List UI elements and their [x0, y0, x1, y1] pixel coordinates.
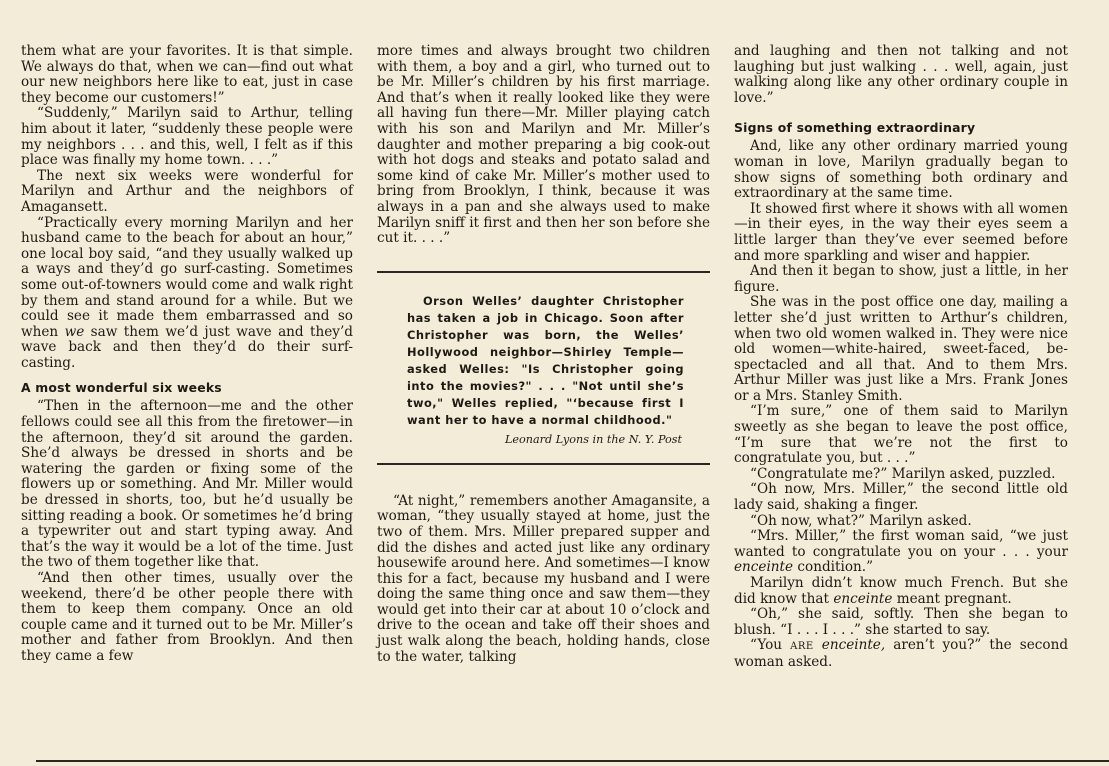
text-column-left: [21, 44, 353, 665]
paragraph: more times and always brought two children with them, a boy and a girl, who turned out to be Mr. Miller’s children by his first marriage. And that’s when it really looked like they were all having fun there—Mr. Miller playing catch with his son and Marilyn and Mr. Miller’s daughter and mother preparing a big cook-out with hot dogs and steaks and potato salad and some kind of cake Mr. Miller’s mother used to bring from Brooklyn, I think, because it was always in a pan and she always used to make Marilyn sniff it first and then her son before she cut it. . . .”: [377, 43, 710, 247]
paragraph: “Congratulate me?” Marilyn asked, puzzled.: [750, 465, 1056, 482]
text-run: aren’t you?” the second woman asked.: [734, 637, 1069, 670]
text-run: Marilyn didn’t know much French. But she did know that: [734, 575, 1068, 607]
paragraph: She was in the post office one day, mailing a letter she’d just written to Arthur’s children, when two old women walked in. They were nice old women—white-haired, sweet-faced, be-spectacled and all that. And to them Mrs. Arthur Miller was just like a Mrs. Frank Jones or a Mrs. Stanley Smith.: [734, 294, 1068, 404]
bottom-rule: [36, 760, 1109, 762]
paragraph: “Oh now, Mrs. Miller,” the second little old lady said, shaking a finger.: [734, 481, 1068, 514]
text-run: condition.”: [797, 559, 874, 576]
sidebar-quote: Orson Welles’ daughter Christopher has taken a job in Chicago. Soon after Christopher was born, the Welles’ Hollywood neighbor—Shirley Temple—asked Welles: "Is Christopher going into the movies?" . . . "Not until she’s two," Welles replied, "‘because first I want her to have a normal childhood.": [407, 293, 684, 427]
text-run: meant pregnant.: [896, 590, 1012, 607]
emphasis: enceinte,: [821, 637, 886, 654]
paragraph: [734, 576, 1068, 607]
sidebar-quote-box: [377, 271, 710, 465]
text-run: “Mrs. Miller,” the first woman said, “we just wanted to congratulate you on your . . . your: [734, 528, 1068, 560]
paragraph: “Then in the afternoon—me and the other fellows could see all this from the firetower—in the afternoon, they’d sit around the garden. She’d always be dressed in shorts and be watering the garden or fixing some of the flowers up or something. And Mr. Miller would be dressed in shorts, too, but he’d usually be sitting reading a book. Or sometimes he’d bring a typewriter out and start typing away. And that’s the way it would be a lot of the time. Just the two of them together like that.: [21, 398, 353, 571]
text-run: “Practically every morning Marilyn and her husband came to the beach for about an hour,” one local boy said, “and they usually walked up a ways and they’d go surf-casting. Sometimes some out-of-towners would come and walk right by them and stand around for a while. But we could see it made them embarrassed and so when: [21, 214, 353, 340]
paragraph: “Oh,” she said, softly. Then she began to blush. “I . . . I . . .” she started to say.: [734, 606, 1068, 638]
paragraph: “And then other times, usually over the weekend, there’d be other people there with them to keep them company. Once an old couple came and it turned out to be Mr. Miller’s mother and father from Brooklyn. And then they came a few: [21, 570, 353, 664]
paragraph: “I’m sure,” one of them said to Marilyn sweetly as she began to leave the post office, “I’m sure that we’re not the first to congratulate you, but . . .”: [734, 403, 1068, 467]
small-caps: ARE: [790, 641, 814, 653]
section-subhead: A most wonderful six weeks: [21, 380, 222, 396]
paragraph: “At night,” remembers another Amagansite, a woman, “they usually stayed at home, just the two of them. Mrs. Miller prepared supper and did the dishes and acted just like any ordinary housewife around here. And sometimes—I know this for a fact, because my husband and I were doing the same thing once and saw them—they would get into their car at about 10 o’clock and drive to the ocean and take off their shoes and just walk along the beach, holding hands, close to the water, talking: [377, 492, 710, 665]
paragraph: “Oh now, what?” Marilyn asked.: [750, 512, 972, 529]
paragraph: “Suddenly,” Marilyn said to Arthur, telling him about it later, “suddenly these people were my neighbors . . . and this, well, I felt as if this place was finally my home town. . . .”: [21, 105, 353, 169]
paragraph: And then it began to show, just a little, in her figure.: [734, 263, 1068, 295]
section-subhead: Signs of something extraordinary: [734, 120, 976, 136]
emphasis: we: [64, 323, 85, 340]
paragraph: them what are your favorites. It is that simple. We always do that, when we can—find out what our new neighbors here like to eat, just in case they become our customers!”: [21, 43, 353, 106]
paragraph: The next six weeks were wonderful for Marilyn and Arthur and the neighbors of Amagansett.: [21, 167, 353, 215]
text-run: “You: [750, 637, 783, 654]
emphasis: enceinte: [833, 590, 893, 607]
paragraph: It showed first where it shows with all women—in their eyes, in the way their eyes seem a little larger than they’ve ever seemed before and more sparkling and wiser and happier.: [734, 200, 1068, 264]
sidebar-credit: Leonard Lyons in the N. Y. Post: [504, 432, 682, 446]
text-column-middle: [377, 44, 710, 665]
paragraph: And, like any other ordinary married young woman in love, Marilyn gradually began to show signs of something both ordinary and extraordinary at the same time.: [734, 138, 1068, 202]
text-column-right: [734, 44, 1068, 671]
paragraph: [21, 216, 353, 372]
paragraph: [734, 529, 1068, 576]
paragraph: and laughing and then not talking and not laughing but just walking . . . well, again, just walking along like any other ordinary couple in love.”: [734, 43, 1068, 106]
text-run: saw them we’d just wave and they’d wave back and then they’d do their surf-casting.: [21, 323, 353, 371]
paragraph: [734, 638, 1068, 670]
emphasis: enceinte: [734, 559, 794, 576]
